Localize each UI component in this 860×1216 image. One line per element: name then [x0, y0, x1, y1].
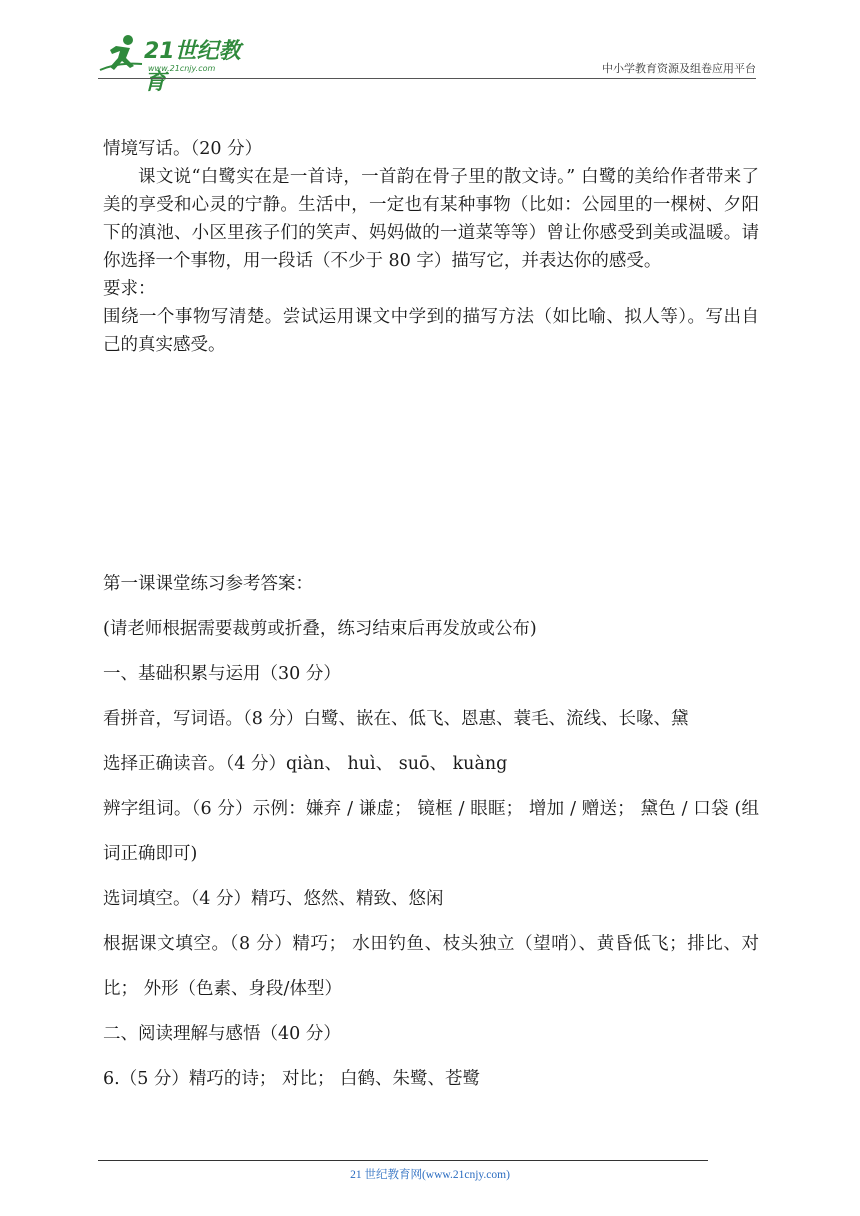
answer-note: (请老师根据需要裁剪或折叠，练习结束后再发放或公布) [103, 619, 537, 639]
logo-url: www.21cnjy.com [148, 64, 216, 73]
answer-item: 选词填空。（4 分）精巧、悠然、精致、悠闲 [103, 889, 444, 909]
writing-task [103, 135, 759, 359]
task-title: 情境写话。（20 分） [103, 139, 263, 159]
page-header [98, 30, 756, 95]
requirements-text: 围绕一个事物写清楚。尝试运用课文中学到的描写方法（如比喻、拟人等）。写出自己的真实感受。 [103, 307, 759, 355]
header-divider [98, 78, 756, 79]
answer-item: 辨字组词。（6 分）示例：嫌弃 / 谦虚； 镜框 / 眼眶； 增加 / 赠送； 黛色 / 口袋 (组词正确即可) [103, 799, 759, 864]
requirements-label: 要求： [103, 279, 156, 299]
section-heading: 一、基础积累与运用（30 分） [103, 664, 341, 684]
section-heading: 二、阅读理解与感悟（40 分） [103, 1024, 341, 1044]
footer-link[interactable]: 21 世纪教育网(www.21cnjy.com) [350, 1169, 510, 1181]
answer-key [103, 562, 759, 1102]
running-figure-icon [98, 34, 144, 74]
header-tagline: 中小学教育资源及组卷应用平台 [602, 62, 756, 75]
logo [98, 34, 258, 95]
footer-divider [98, 1160, 708, 1161]
answer-item: 看拼音，写词语。（8 分）白鹭、嵌在、低飞、恩惠、蓑毛、流线、长喙、黛 [103, 709, 689, 729]
answer-heading: 第一课课堂练习参考答案： [103, 574, 313, 594]
answer-item: 选择正确读音。（4 分）qiàn、 huì、 suō、 kuàng [103, 754, 508, 774]
logo-text: 21世纪教育 [144, 39, 241, 95]
answer-item: 根据课文填空。（8 分）精巧； 水田钓鱼、枝头独立（望哨）、黄昏低飞；排比、对比； 外形（色素、身段/体型） [103, 934, 759, 999]
task-prompt: 课文说“白鹭实在是一首诗，一首韵在骨子里的散文诗。” 白鹭的美给作者带来了美的享受和心灵的宁静。生活中，一定也有某种事物（比如：公园里的一棵树、夕阳下的滇池、小区里孩子们的笑声、妈妈做的一道菜等等）曾让你感受到美或温暖。请你选择一个事物，用一段话（不少于 80 字）描写它，并表达你的感受。 [103, 167, 759, 271]
answer-item: 6.（5 分）精巧的诗； 对比； 白鹤、朱鹭、苍鹭 [103, 1069, 481, 1089]
